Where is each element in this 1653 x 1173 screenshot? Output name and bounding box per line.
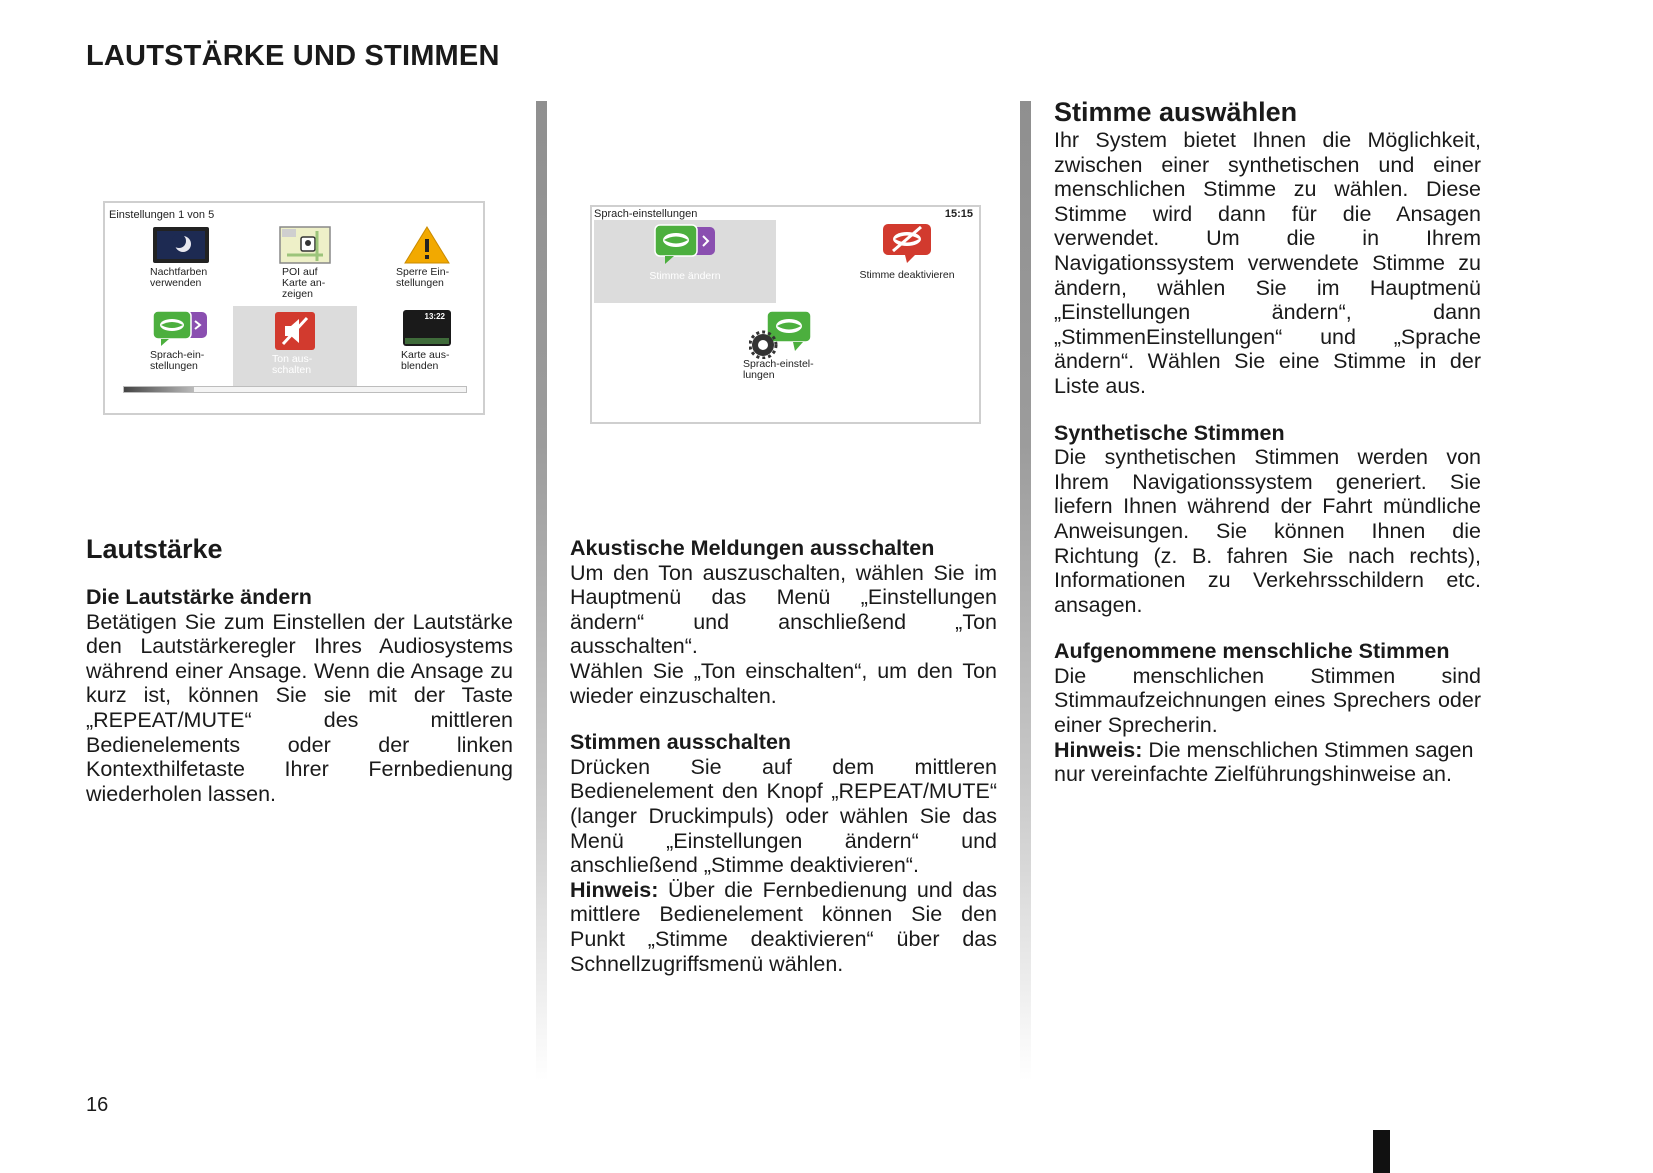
settings-screen-image <box>103 201 485 415</box>
tile-poi-map <box>245 225 365 302</box>
voice-settings-screen-image <box>590 205 981 424</box>
voice-screen-header: Sprach-einstellungen <box>594 208 698 220</box>
hide-map-icon <box>401 308 453 348</box>
tile-label: Nachtfarben verwenden <box>150 266 208 289</box>
voice-screen-time: 15:15 <box>944 208 973 220</box>
page-title: LAUTSTÄRKE UND STIMMEN <box>86 40 500 72</box>
screen-scroll-thumb <box>124 387 194 392</box>
subheading-synthetic-voices: Synthetische Stimmen <box>1054 420 1285 445</box>
paragraph: Ihr System bietet Ihnen die Möglichkeit, zwischen einer synthetischen und einer menschlichen Stimme zu wählen. Diese Stimme wird dann für die Ansagen verwendet. Um die in Ihrem Navigationssystem verwendete Stimme zu ändern, wählen Sie im Hauptmenü „Einstellungen ändern“, dann „StimmenEinstellungen“ und „Sprache ändern“. Wählen Sie eine Stimme in der Liste aus. <box>1054 128 1481 398</box>
column-middle <box>570 536 997 976</box>
subheading-human-voices: Aufgenommene menschliche Stimmen <box>1054 639 1450 664</box>
tile-disable-voice <box>827 221 987 283</box>
section-heading-select-voice: Stimme auswählen <box>1054 97 1298 127</box>
change-voice-icon <box>649 222 721 266</box>
tile-voice-settings <box>121 308 241 374</box>
subheading-disable-voices: Stimmen ausschalten <box>570 730 792 755</box>
column-left <box>86 534 513 806</box>
note-text: Über die Fernbedienung und das mittlere Bedienelement können Sie den Punkt „Stimme deaktivieren“ über das Schnellzugriffsmenü wählen. <box>570 877 997 976</box>
section-heading-volume: Lautstärke <box>86 534 223 564</box>
tile-label: Karte aus- blenden <box>401 349 450 372</box>
tile-label: Stimme ändern <box>649 270 721 282</box>
paragraph: Die menschlichen Stimmen sind Stimmaufzeichnungen eines Sprechers oder einer Sprecherin. <box>1054 663 1481 738</box>
tile-label: POI auf Karte an- zeigen <box>282 266 326 300</box>
tile-lock-settings <box>367 225 487 291</box>
column-right <box>1054 97 1481 787</box>
note-label: Hinweis: <box>570 877 659 902</box>
note-label: Hinweis: <box>1054 737 1143 762</box>
tile-voice-gear <box>722 309 842 383</box>
subheading-change-volume: Die Lautstärke ändern <box>86 585 312 609</box>
paragraph: Drücken Sie auf dem mittleren Bedienelement den Knopf „REPEAT/MUTE“ (langer Druckimpuls) oder wählen Sie das Menü „Einstellungen ändern“ und anschließend „Stimme deaktivieren“. <box>570 754 997 878</box>
tile-sound-off <box>233 306 357 386</box>
hide-map-clock: 13:22 <box>424 312 445 321</box>
tile-hide-map <box>367 308 487 374</box>
warning-icon <box>403 225 451 265</box>
page-number: 16 <box>86 1094 109 1116</box>
paragraph: Um den Ton auszuschalten, wählen Sie im Hauptmenü das Menü „Einstellungen ändern“ und anschließend „Ton ausschalten“. <box>570 560 997 659</box>
column-divider-right <box>1020 101 1031 1081</box>
column-divider-left <box>536 101 547 1081</box>
screen-scrollbar <box>123 386 467 393</box>
tile-label: Sperre Ein- stellungen <box>396 266 450 289</box>
poi-map-icon <box>277 225 333 265</box>
note-paragraph <box>1054 738 1481 787</box>
note-paragraph <box>570 878 997 976</box>
voice-gear-icon <box>749 309 815 359</box>
subheading-mute-messages: Akustische Meldungen ausschalten <box>570 536 935 560</box>
paragraph: Die synthetischen Stimmen werden von Ihrem Navigationssystem generiert. Sie liefern Ihnen während der Fahrt mündliche Anweisungen. Sie können Ihnen die Richtung (z. B. fahren Sie nach rechts), Informationen zu Verkehrsschildern etc. ansagen. <box>1054 445 1481 617</box>
note-text: Die menschlichen Stimmen sagen nur vereinfachte Zielführungshinweise an. <box>1054 737 1474 787</box>
page-edge-marker <box>1373 1130 1390 1173</box>
tile-label: Sprach-einstel- lungen <box>743 358 814 381</box>
voice-settings-icon <box>149 308 213 348</box>
tile-night-colors <box>121 225 241 291</box>
tile-label: Ton aus- schalten <box>272 353 313 376</box>
tile-label: Sprach-ein- stellungen <box>150 349 205 372</box>
night-colors-icon <box>151 225 211 265</box>
tile-change-voice <box>594 220 776 303</box>
tile-label: Stimme deaktivieren <box>859 269 955 281</box>
paragraph: Wählen Sie „Ton einschalten“, um den Ton wieder einzuschalten. <box>570 658 997 708</box>
disable-voice-icon <box>879 221 935 265</box>
sound-off-icon <box>273 310 317 352</box>
settings-screen-header: Einstellungen 1 von 5 <box>109 209 215 221</box>
paragraph: Betätigen Sie zum Einstellen der Lautstärke den Lautstärkeregler Ihres Audiosystems während einer Ansage. Wenn die Ansage zu kurz ist, können Sie sie mit der Taste „REPEAT/MUTE“ des mittleren Bedienelements oder der linken Kontexthilfetaste Ihrer Fernbedienung wiederholen lassen. <box>86 609 513 806</box>
